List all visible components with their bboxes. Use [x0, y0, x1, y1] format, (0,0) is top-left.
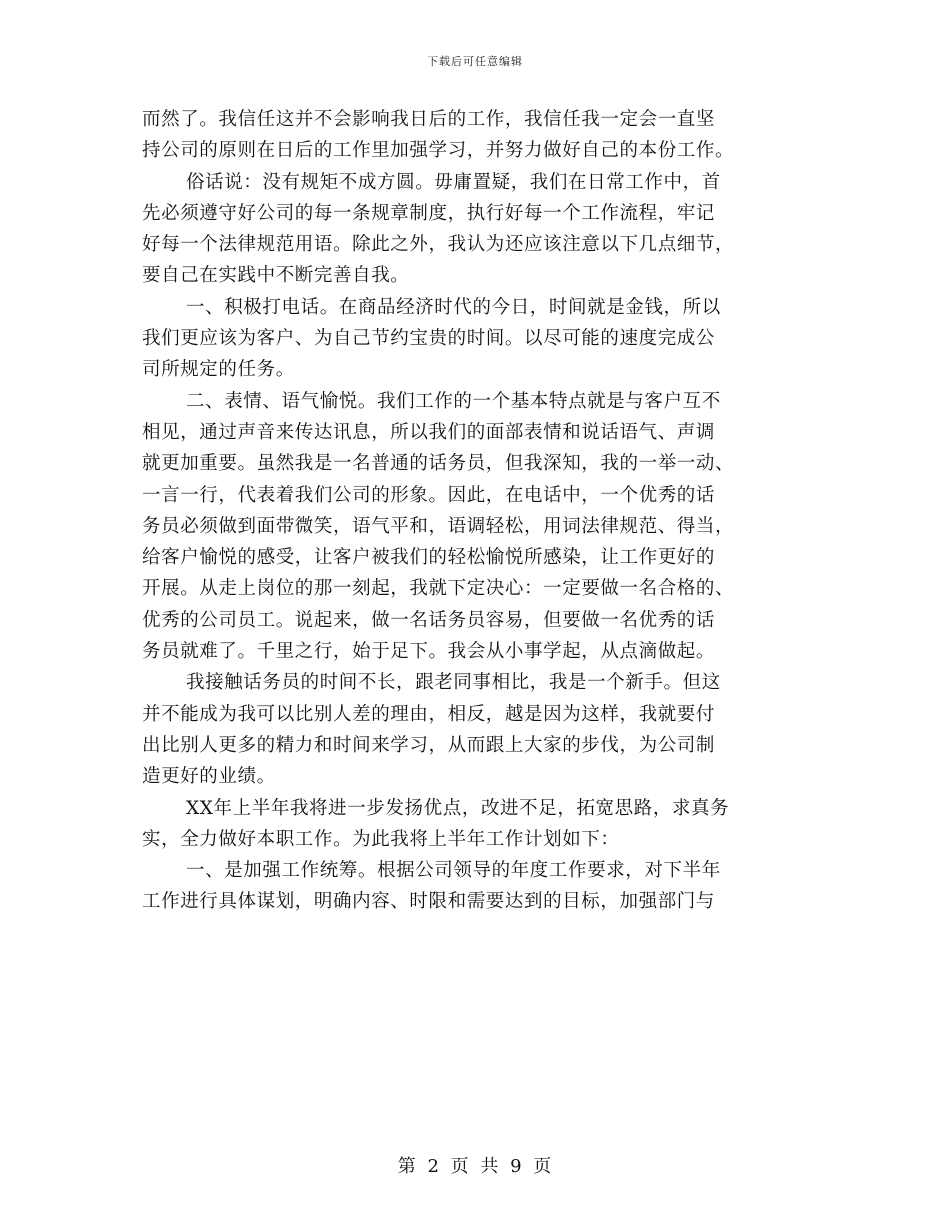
text-line: 相见，通过声音来传达讯息，所以我们的面部表情和说话语气、声调 — [142, 421, 716, 443]
text-line: 务员必须做到面带微笑，语气平和，语调轻松，用词法律规范、得当， — [142, 515, 735, 537]
page-header: 下载后可任意编辑 — [427, 55, 523, 68]
paragraph-plan-item-one — [142, 855, 806, 918]
text-line: 先必须遵守好公司的每一条规章制度，执行好每一个工作流程，牢记 — [142, 202, 716, 224]
text-line: 要自己在实践中不断完善自我。 — [142, 265, 410, 287]
text-line: 造更好的业绩。 — [142, 766, 276, 788]
text-line: 出比别人更多的精力和时间来学习，从而跟上大家的步伐，为公司制 — [142, 734, 716, 756]
text-line: 一、是加强工作统筹。根据公司领导的年度工作要求，对下半年 — [186, 860, 721, 882]
text-line: 一言一行，代表着我们公司的形象。因此，在电话中，一个优秀的话 — [142, 484, 716, 506]
text-line: 并不能成为我可以比别人差的理由，相反，越是因为这样，我就要付 — [142, 703, 716, 725]
document-body — [142, 104, 806, 918]
text-line: 给客户愉悦的感受，让客户被我们的轻松愉悦所感染，让工作更好的 — [142, 547, 716, 569]
paragraph-point-one — [142, 292, 806, 386]
text-line: 一、积极打电话。在商品经济时代的今日，时间就是金钱，所以 — [186, 296, 721, 318]
text-line: 实，全力做好本职工作。为此我将上半年工作计划如下： — [142, 828, 620, 850]
paragraph-continuation — [142, 104, 806, 167]
text-line: 开展。从走上岗位的那一刻起，我就下定决心：一定要做一名合格的、 — [142, 578, 735, 600]
text-line: 工作进行具体谋划，明确内容、时限和需要达到的目标，加强部门与 — [142, 891, 716, 913]
text-line: 持公司的原则在日后的工作里加强学习，并努力做好自己的本份工作。 — [142, 140, 735, 162]
text-line: 我接触话务员的时间不长，跟老同事相比，我是一个新手。但这 — [186, 672, 721, 694]
text-line: 优秀的公司员工。说起来，做一名话务员容易，但要做一名优秀的话 — [142, 609, 716, 631]
paragraph-newcomer — [142, 667, 806, 792]
text-line: 务员就难了。千里之行，始于足下。我会从小事学起，从点滴做起。 — [142, 641, 716, 663]
text-line: 二、表情、语气愉悦。我们工作的一个基本特点就是与客户互不 — [186, 390, 721, 412]
text-line: 俗话说：没有规矩不成方圆。毋庸置疑，我们在日常工作中，首 — [186, 171, 721, 193]
paragraph-plan-intro — [142, 793, 806, 856]
text-line: 好每一个法律规范用语。除此之外，我认为还应该注意以下几点细节， — [142, 234, 735, 256]
paragraph-proverb — [142, 167, 806, 292]
text-line: 我们更应该为客户、为自己节约宝贵的时间。以尽可能的速度完成公 — [142, 328, 716, 350]
paragraph-point-two — [142, 386, 806, 668]
text-line: 而然了。我信任这并不会影响我日后的工作，我信任我一定会一直坚 — [142, 109, 716, 130]
page-number: 第 2 页 共 9 页 — [397, 1156, 553, 1177]
text-line: 司所规定的任务。 — [142, 359, 295, 381]
text-line: XX年上半年我将进一步发扬优点，改进不足，拓宽思路，求真务 — [186, 797, 730, 819]
text-line: 就更加重要。虽然我是一名普通的话务员，但我深知，我的一举一动、 — [142, 453, 735, 475]
